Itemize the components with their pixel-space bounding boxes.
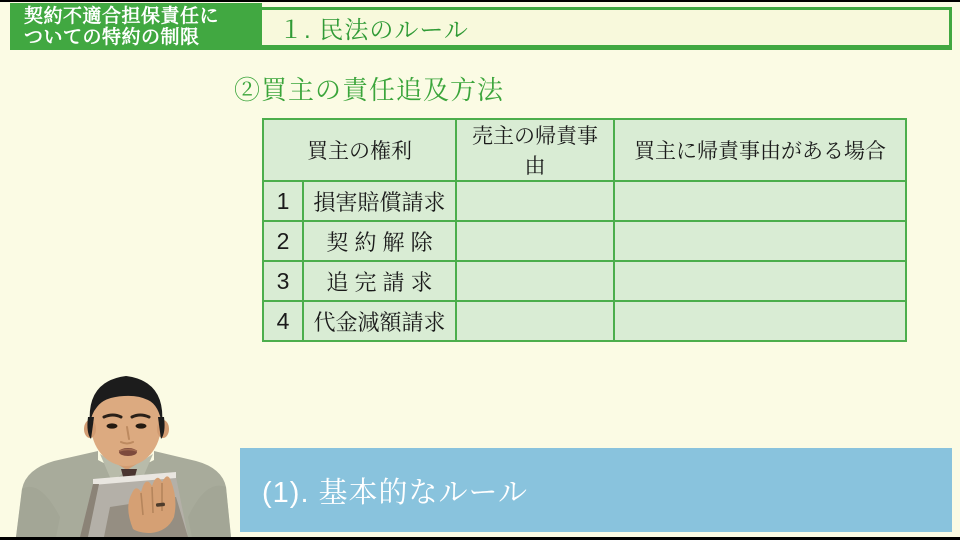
header-seller-fault: 売主の帰責事由 [456, 119, 614, 181]
table-cell-empty [456, 301, 614, 341]
table-header-row [263, 119, 906, 181]
row-number: 4 [263, 301, 303, 341]
table-row [263, 301, 906, 341]
subtopic-label: (1). 基本的なルール [262, 476, 528, 509]
subtopic-bar [240, 448, 952, 532]
row-number: 3 [263, 261, 303, 301]
table-cell-empty [456, 221, 614, 261]
table-cell-empty [614, 261, 906, 301]
row-number: 1 [263, 181, 303, 221]
table-row [263, 221, 906, 261]
chapter-header-bar [262, 7, 952, 50]
lesson-title-box [10, 3, 262, 50]
buyer-rights-table [262, 118, 907, 342]
table-cell-empty [456, 261, 614, 301]
row-number: 2 [263, 221, 303, 261]
header-buyer-rights: 買主の権利 [263, 119, 456, 181]
row-right-label: 損害賠償請求 [303, 181, 456, 221]
lesson-title-line1: 契約不適合担保責任に [24, 6, 220, 27]
instructor-photo [0, 367, 240, 537]
table-cell-empty [614, 221, 906, 261]
section-heading: ②買主の責任追及方法 [234, 75, 505, 105]
table-row [263, 181, 906, 221]
table-cell-empty [614, 301, 906, 341]
row-right-label: 契 約 解 除 [303, 221, 456, 261]
letterbox-top [0, 0, 960, 2]
table-cell-empty [614, 181, 906, 221]
lesson-title-line2: ついての特約の制限 [24, 27, 200, 48]
chapter-header-label: １. 民法のルール [279, 17, 469, 44]
row-right-label: 追 完 請 求 [303, 261, 456, 301]
table-row [263, 261, 906, 301]
table-cell-empty [456, 181, 614, 221]
header-buyer-fault: 買主に帰責事由がある場合 [614, 119, 906, 181]
row-right-label: 代金減額請求 [303, 301, 456, 341]
